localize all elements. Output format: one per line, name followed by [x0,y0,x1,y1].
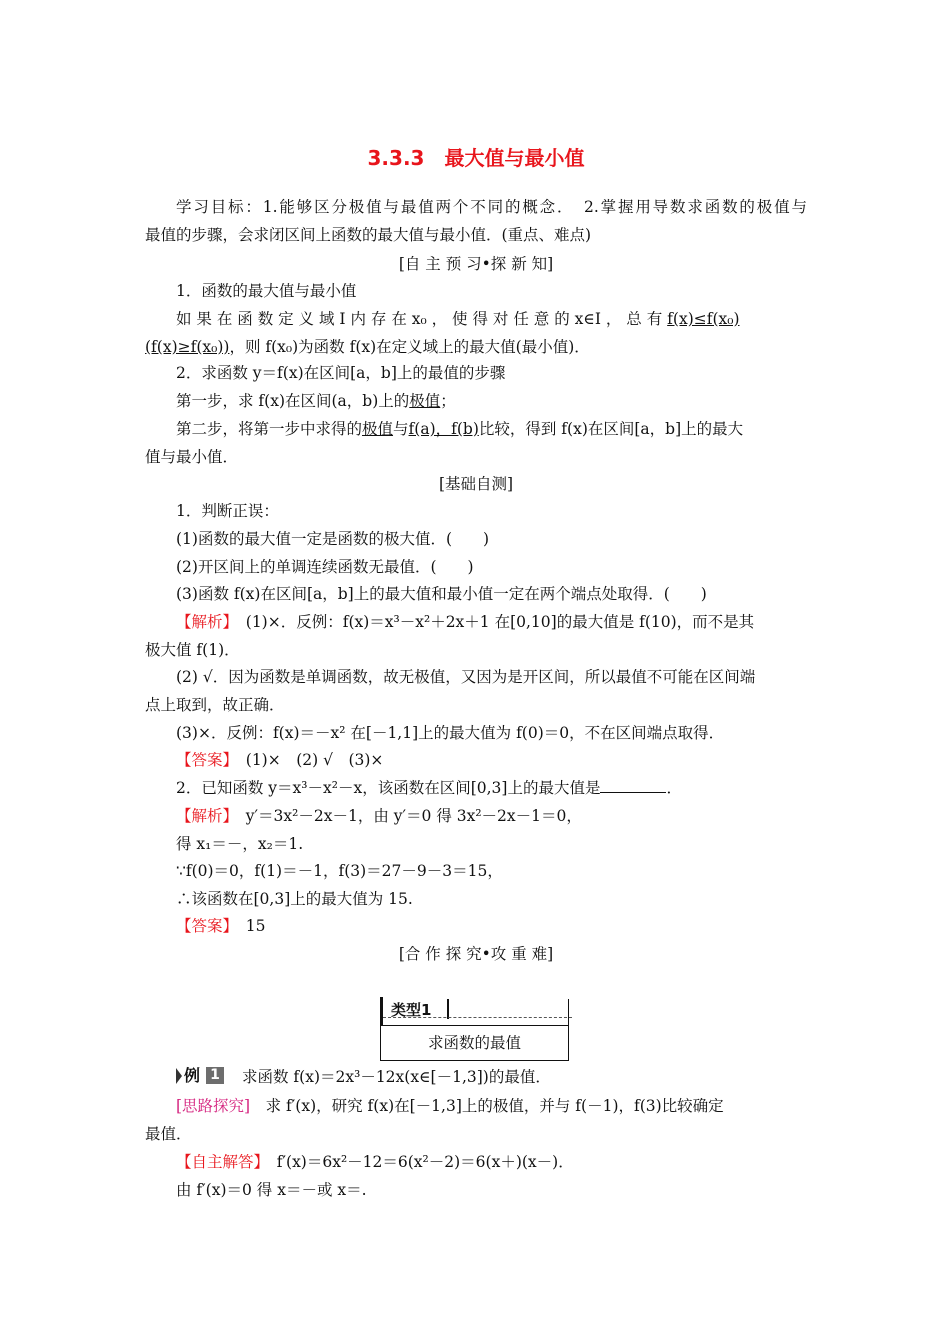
analysis-label: 【解析】 [176,613,231,631]
example-badge [176,1067,232,1085]
text-span: 与 [393,420,409,438]
text-span: 求 f′(x)，研究 f(x)在[－1,3]上的极值，并与 f(－1)，f(3)比较确定 [250,1097,724,1115]
text-span: ，则 f(x₀)为函数 f(x)在定义域上的最大值(最小值)． [229,338,590,356]
text-span: ． [666,779,682,797]
text-span: ； [440,392,456,410]
answer-label: 【答案】 [176,917,231,935]
section-title: 3.3.3 最大值与最小值 [367,146,585,170]
answer-blank [600,778,666,793]
question-1-item-1: (1)函数的最大值一定是函数的极大值．( ) [176,530,490,548]
idea-label: [思路探究] [176,1097,251,1115]
objectives-line-2: 最值的步骤，会求闭区间上函数的最大值与最小值．(重点、难点) [145,226,592,244]
objectives-line-1: 学习目标：1.能够区分极值与最值两个不同的概念． 2.掌握用导数求函数的极值与 [176,198,807,216]
type-box [380,997,569,1063]
solution-label: 【自主解答】 [176,1153,262,1171]
analysis-q2-line-3: ∵f(0)＝0，f(1)＝－1，f(3)＝27－9－3＝15， [176,862,503,880]
analysis-3-line-1: (3)×．反例：f(x)＝－x² 在[－1,1]上的最大值为 f(0)＝0，不在区间端点取得． [176,724,725,742]
type-label-divider [447,999,449,1019]
text-span: 第二步，将第一步中求得的 [176,420,363,438]
text-span: 15 [230,917,266,935]
preview-paragraph-line-1 [176,308,807,330]
text-span: (1)×．反例：f(x)＝x³－x²＋2x＋1 在[0,10]的最大值是 f(10)，而不是其 [230,613,755,631]
answer-label: 【答案】 [176,751,231,769]
analysis-2-line-1: (2) √．因为函数是单调函数，故无极值，又因为是开区间，所以最值不可能在区间端 [176,668,756,686]
section-heading-selftest: [基础自测] [438,475,514,493]
section-heading-explore: [合 作 探 究•攻 重 难] [398,945,554,963]
analysis-q2-line-4: ∴该函数在[0,3]上的最大值为 15. [176,890,413,908]
triangle-icon [176,1068,182,1084]
analysis-1-line-2: 极大值 f(1)． [145,641,240,659]
question-1-item-2: (2)开区间上的单调连续函数无最值．( ) [176,558,474,576]
underlined-answer: 极值 [362,420,394,438]
underlined-answer: (f(x)≥f(x₀)) [145,338,230,356]
underlined-answer: f(a)，f(b) [408,420,479,438]
preview-heading-1: 1．函数的最大值与最小值 [176,282,357,300]
analysis-q2-line-1 [176,805,807,827]
text-span: 比较，得到 f(x)在区间[a，b]上的最大 [478,420,744,438]
preview-heading-2: 2．求函数 y＝f(x)在区间[a，b]上的最值的步骤 [176,364,506,382]
solution-line-1 [176,1151,807,1173]
analysis-2-line-2: 点上取到，故正确． [145,696,285,714]
type-box-dashed-rule [383,1017,572,1018]
underlined-answer: 极值 [409,392,441,410]
question-1-item-3: (3)函数 f(x)在区间[a，b]上的最大值和最小值一定在两个端点处取得．( ) [176,585,707,603]
analysis-1-line-1 [176,611,807,633]
type-box-edge [568,999,569,1025]
answer-2 [176,915,807,937]
preview-step-2 [176,418,807,440]
text-span: (1)× (2) √ (3)× [230,751,384,769]
type-box-header [380,997,569,1025]
example-badge-text: 例 [184,1066,201,1085]
idea-line-2: 最值． [145,1125,192,1143]
type-label: 类型1 [391,1001,432,1019]
analysis-label: 【解析】 [176,807,231,825]
text-span: 第一步，求 f(x)在区间(a，b)上的 [176,392,410,410]
question-1: 1．判断正误： [176,502,279,520]
example-1 [176,1066,807,1088]
idea-line-1 [176,1095,807,1117]
analysis-q2-line-2: 得 x₁＝－，x₂＝1. [176,835,304,853]
section-heading-preview: [自 主 预 习•探 新 知] [398,255,554,273]
preview-step-2-cont: 值与最小值． [145,448,239,466]
solution-line-2: 由 f′(x)＝0 得 x＝－或 x＝. [176,1181,367,1199]
underlined-answer: f(x)≤f(x₀) [667,310,740,328]
answer-1 [176,749,807,771]
question-2 [176,777,807,799]
preview-step-1 [176,390,807,412]
text-span: f′(x)＝6x²－12＝6(x²－2)＝6(x＋)(x－)． [261,1153,574,1171]
type-box-title: 求函数的最值 [380,1025,569,1061]
text-span: 2．已知函数 y＝x³－x²－x，该函数在区间[0,3]上的最大值是 [176,779,601,797]
text-span: y′＝3x²－2x－1，由 y′＝0 得 3x²－2x－1＝0， [230,807,582,825]
text-span: 如 果 在 函 数 定 义 域 I 内 存 在 x₀ ， 使 得 对 任 意 的 x∈I ， 总 有 [176,310,668,328]
example-text: 求函数 f(x)＝2x³－12x(x∈[－1,3])的最值． [242,1068,551,1086]
preview-paragraph-line-2 [145,336,807,358]
example-badge-number: 1 [206,1067,224,1084]
